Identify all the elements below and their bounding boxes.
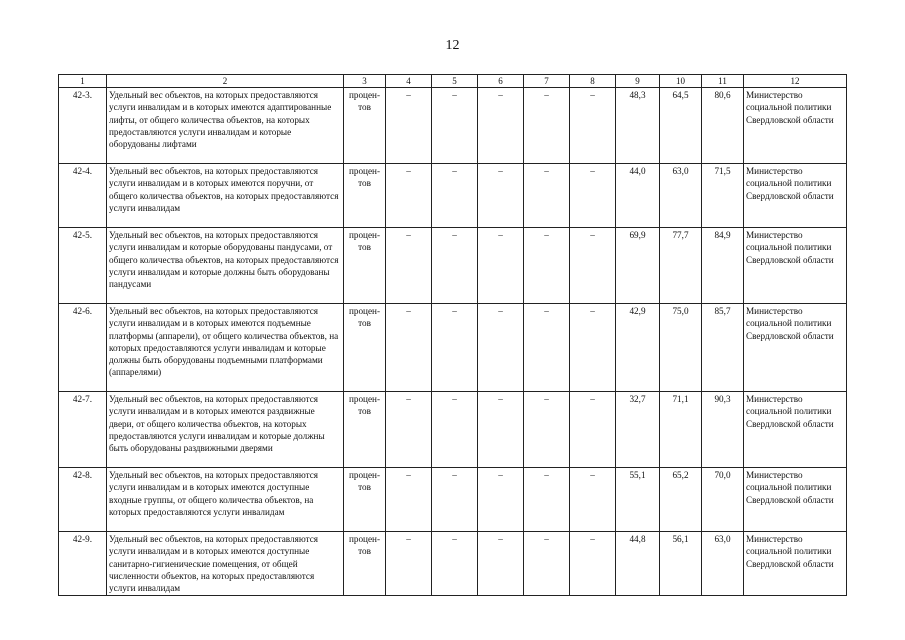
value-cell-9: 42,9 — [616, 304, 660, 392]
header-cell: 3 — [344, 75, 386, 88]
value-cell-5: – — [432, 88, 478, 164]
indicator-description: Удельный вес объектов, на которых предоставляются услуги инвалидам и в которых имеются подъемные платформы (аппарели), от общего количества объектов, на которых предоставляются услуги инвалидам и которые должны быть оборудованы подъемными платформами (аппарелями) — [107, 304, 344, 392]
header-cell: 5 — [432, 75, 478, 88]
header-cell: 4 — [386, 75, 432, 88]
value-cell-11: 71,5 — [702, 164, 744, 228]
header-cell: 7 — [524, 75, 570, 88]
value-cell-5: – — [432, 392, 478, 468]
value-cell-7: – — [524, 392, 570, 468]
value-cell-6: – — [478, 304, 524, 392]
row-number: 42-9. — [59, 532, 107, 596]
indicator-description: Удельный вес объектов, на которых предоставляются услуги инвалидам и в которых имеются раздвижные двери, от общего количества объектов, на которых предоставляются услуги инвалидам и которые должны быть оборудованы раздвижными дверями — [107, 392, 344, 468]
value-cell-4: – — [386, 228, 432, 304]
value-cell-8: – — [570, 304, 616, 392]
page-number: 12 — [445, 38, 460, 53]
value-cell-6: – — [478, 164, 524, 228]
value-cell-11: 84,9 — [702, 228, 744, 304]
row-number: 42-7. — [59, 392, 107, 468]
table-row — [59, 392, 847, 468]
value-cell-8: – — [570, 88, 616, 164]
table-row — [59, 532, 847, 596]
value-cell-9: 32,7 — [616, 392, 660, 468]
header-cell: 12 — [744, 75, 847, 88]
indicator-description: Удельный вес объектов, на которых предоставляются услуги инвалидам и в которых имеются доступные входные группы, от общего количества объектов, на которых предоставляются услуги инвалидам — [107, 468, 344, 532]
table-row — [59, 468, 847, 532]
value-cell-11: 70,0 — [702, 468, 744, 532]
value-cell-5: – — [432, 304, 478, 392]
responsible-org: Министерство социальной политики Свердловской области — [744, 468, 847, 532]
value-cell-9: 48,3 — [616, 88, 660, 164]
header-cell: 11 — [702, 75, 744, 88]
unit-cell: процен-тов — [344, 304, 386, 392]
responsible-org: Министерство социальной политики Свердловской области — [744, 164, 847, 228]
value-cell-9: 69,9 — [616, 228, 660, 304]
row-number: 42-6. — [59, 304, 107, 392]
value-cell-7: – — [524, 304, 570, 392]
row-number: 42-4. — [59, 164, 107, 228]
value-cell-4: – — [386, 304, 432, 392]
value-cell-4: – — [386, 532, 432, 596]
header-cell: 10 — [660, 75, 702, 88]
responsible-org: Министерство социальной политики Свердловской области — [744, 304, 847, 392]
value-cell-10: 77,7 — [660, 228, 702, 304]
responsible-org: Министерство социальной политики Свердловской области — [744, 228, 847, 304]
value-cell-4: – — [386, 88, 432, 164]
value-cell-10: 56,1 — [660, 532, 702, 596]
indicator-description: Удельный вес объектов, на которых предоставляются услуги инвалидам и в которых имеются доступные санитарно-гигиенические помещения, от общей численности объектов, на которых предоставляются услуги инвалидам — [107, 532, 344, 596]
value-cell-7: – — [524, 164, 570, 228]
row-number: 42-5. — [59, 228, 107, 304]
value-cell-4: – — [386, 468, 432, 532]
value-cell-8: – — [570, 164, 616, 228]
value-cell-9: 44,8 — [616, 532, 660, 596]
value-cell-6: – — [478, 468, 524, 532]
value-cell-10: 71,1 — [660, 392, 702, 468]
value-cell-8: – — [570, 228, 616, 304]
value-cell-10: 64,5 — [660, 88, 702, 164]
value-cell-10: 65,2 — [660, 468, 702, 532]
value-cell-5: – — [432, 228, 478, 304]
header-cell: 1 — [59, 75, 107, 88]
value-cell-6: – — [478, 228, 524, 304]
indicator-description: Удельный вес объектов, на которых предоставляются услуги инвалидам и в которых имеются адаптированные лифты, от общего количества объектов, на которых предоставляются услуги инвалидам и которые оборудованы лифтами — [107, 88, 344, 164]
value-cell-7: – — [524, 228, 570, 304]
responsible-org: Министерство социальной политики Свердловской области — [744, 392, 847, 468]
table-row — [59, 164, 847, 228]
value-cell-5: – — [432, 468, 478, 532]
value-cell-11: 80,6 — [702, 88, 744, 164]
responsible-org: Министерство социальной политики Свердловской области — [744, 88, 847, 164]
unit-cell: процен-тов — [344, 228, 386, 304]
value-cell-8: – — [570, 532, 616, 596]
value-cell-10: 63,0 — [660, 164, 702, 228]
value-cell-6: – — [478, 88, 524, 164]
table-row — [59, 88, 847, 164]
value-cell-7: – — [524, 468, 570, 532]
indicator-description: Удельный вес объектов, на которых предоставляются услуги инвалидам и которые оборудованы пандусами, от общего количества объектов, на которых предоставляются услуги инвалидам и которые должны быть оборудованы пандусами — [107, 228, 344, 304]
value-cell-6: – — [478, 532, 524, 596]
indicator-description: Удельный вес объектов, на которых предоставляются услуги инвалидам и в которых имеются поручни, от общего количества объектов, на которых предоставляются услуги инвалидам — [107, 164, 344, 228]
unit-cell: процен-тов — [344, 164, 386, 228]
value-cell-4: – — [386, 392, 432, 468]
value-cell-8: – — [570, 468, 616, 532]
table-row — [59, 304, 847, 392]
value-cell-7: – — [524, 532, 570, 596]
value-cell-9: 44,0 — [616, 164, 660, 228]
value-cell-11: 63,0 — [702, 532, 744, 596]
table-row — [59, 228, 847, 304]
value-cell-9: 55,1 — [616, 468, 660, 532]
indicators-table — [58, 74, 847, 596]
header-cell: 8 — [570, 75, 616, 88]
responsible-org: Министерство социальной политики Свердловской области — [744, 532, 847, 596]
header-cell: 6 — [478, 75, 524, 88]
table-header — [59, 75, 847, 88]
value-cell-11: 90,3 — [702, 392, 744, 468]
table-body — [59, 88, 847, 596]
unit-cell: процен-тов — [344, 392, 386, 468]
value-cell-4: – — [386, 164, 432, 228]
unit-cell: процен-тов — [344, 532, 386, 596]
unit-cell: процен-тов — [344, 88, 386, 164]
unit-cell: процен-тов — [344, 468, 386, 532]
value-cell-8: – — [570, 392, 616, 468]
value-cell-5: – — [432, 532, 478, 596]
value-cell-10: 75,0 — [660, 304, 702, 392]
value-cell-6: – — [478, 392, 524, 468]
row-number: 42-3. — [59, 88, 107, 164]
header-cell: 9 — [616, 75, 660, 88]
value-cell-5: – — [432, 164, 478, 228]
row-number: 42-8. — [59, 468, 107, 532]
value-cell-11: 85,7 — [702, 304, 744, 392]
header-cell: 2 — [107, 75, 344, 88]
value-cell-7: – — [524, 88, 570, 164]
header-row — [59, 75, 847, 88]
